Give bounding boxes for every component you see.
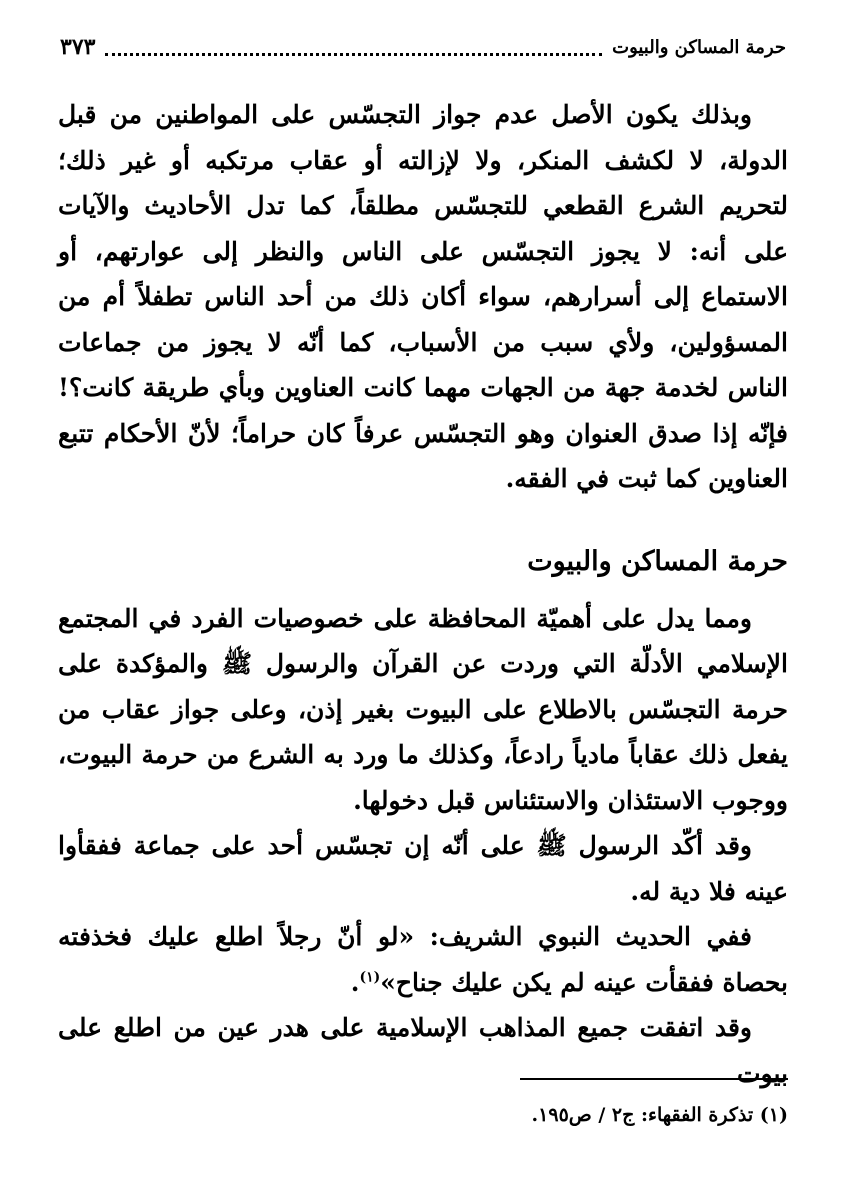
paragraph-evidence: ومما يدل على أهميّة المحافظة على خصوصيات الفرد في المجتمع الإسلامي الأدلّة التي وردت عن القرآن والرسول ﷺ والمؤكدة على حرمة التجسّس بالاطلاع على البيوت بغير إذن، وعلى جواز عقاب من يفعل ذلك عقاباً مادياً رادعاً، وكذلك ما ورد به الشرع من حرمة البيوت، ووجوب الاستئذان والاستئناس قبل دخولها. xyxy=(58,603,788,815)
paragraph-schools-agreement: وقد اتفقت جميع المذاهب الإسلامية على هدر عين من اطلع على بيوت xyxy=(58,1013,788,1088)
running-head-title: حرمة المساكن والبيوت xyxy=(612,36,786,58)
hadith-text: ففي الحديث النبوي الشريف: «لو أنّ رجلاً اطلع عليك فخذفته بحصاة ففقأت عينه لم يكن عليك جناح» xyxy=(58,922,788,997)
page-body xyxy=(58,92,788,1096)
footnote: (١) تذكرة الفقهاء: ج٢ / ص١٩٥. xyxy=(531,1104,788,1126)
section-heading: حرمة المساكن والبيوت xyxy=(527,545,788,577)
hadith-end-punctuation: . xyxy=(350,967,360,997)
running-head-dot-leader xyxy=(105,39,602,56)
running-head xyxy=(60,30,786,64)
page-number: ٣٧٣ xyxy=(60,34,96,60)
footnote-divider xyxy=(520,1078,788,1080)
paragraph-hadith xyxy=(58,914,788,1005)
paragraph-prophet-emphasis: وقد أكّد الرسول ﷺ على أنّه إن تجسّس أحد على جماعة ففقأوا عينه فلا دية له. xyxy=(58,831,788,906)
footnote-reference[interactable]: (١) xyxy=(359,969,381,986)
paragraph-intro: وبذلك يكون الأصل عدم جواز التجسّس على المواطنين من قبل الدولة، لا لكشف المنكر، ولا لإزالته أو عقاب مرتكبه أو غير ذلك؛ لتحريم الشرع القطعي للتجسّس مطلقاً، كما تدل الأحاديث والآيات على أنه: لا يجوز التجسّس على الناس والنظر إلى عوارتهم، أو الاستماع إلى أسرارهم، سواء أكان ذلك من أحد الناس تطفلاً أم من المسؤولين، ولأي سبب من الأسباب، كما أنّه لا يجوز من جماعات الناس لخدمة جهة من الجهات مهما كانت العناوين وبأي طريقة كانت؟! فإنّه إذا صدق العنوان وهو التجسّس عرفاً كان حراماً؛ لأنّ الأحكام تتبع العناوين كما ثبت في الفقه. xyxy=(58,100,788,493)
